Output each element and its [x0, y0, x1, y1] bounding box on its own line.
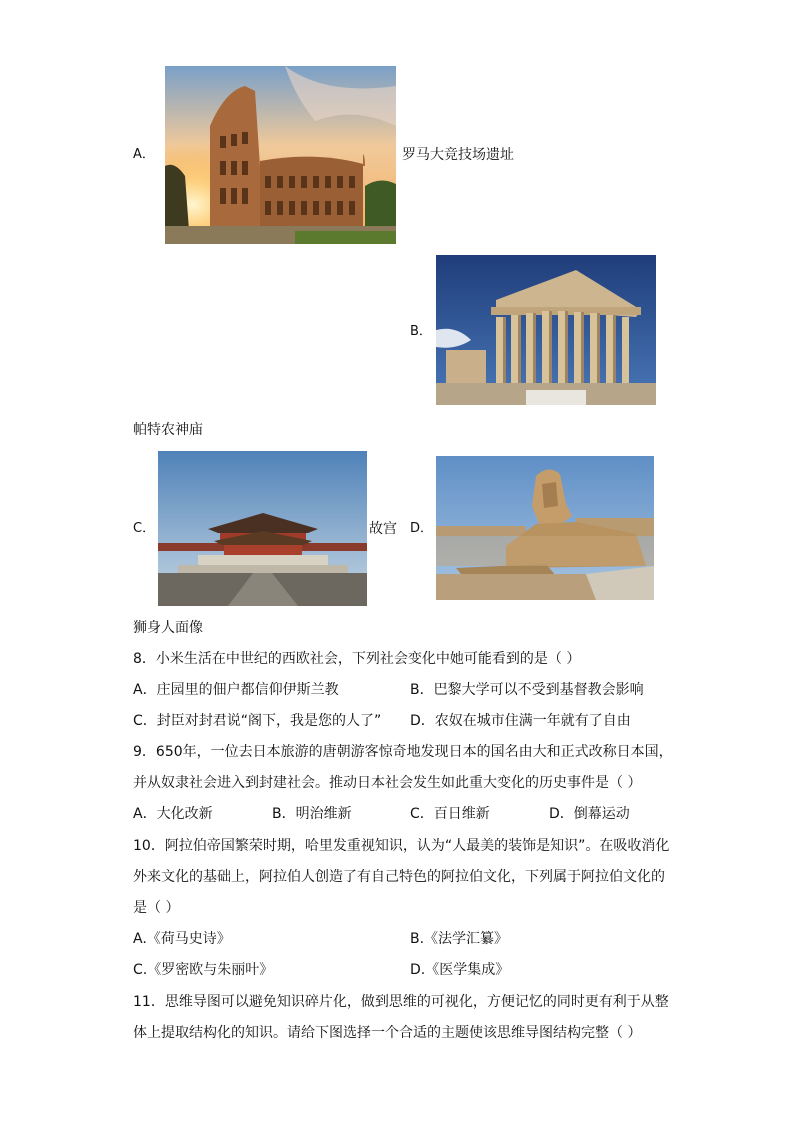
- question-8-option-a: A．庄园里的佃户都信仰伊斯兰教: [133, 682, 339, 698]
- question-11-stem-line1: 11．思维导图可以避免知识碎片化，做到思维的可视化，方便记忆的同时更有利于从整: [133, 994, 669, 1010]
- question-8-option-b: B．巴黎大学可以不受到基督教会影响: [410, 682, 644, 698]
- question-9-option-d: D．倒幕运动: [549, 806, 630, 822]
- question-9-stem-line1: 9．650年，一位去日本旅游的唐朝游客惊奇地发现日本的国名由大和正式改称日本国，: [133, 744, 673, 760]
- question-10-option-a: A.《荷马史诗》: [133, 931, 231, 947]
- question-9-stem-line2: 并从奴隶社会进入到封建社会。推动日本社会发生如此重大变化的历史事件是（ ）: [133, 775, 642, 791]
- question-8-option-d: D．农奴在城市住满一年就有了自由: [410, 713, 631, 729]
- option-b-caption: 帕特农神庙: [133, 422, 203, 438]
- question-11-stem-line2: 体上提取结构化的知识。请给下图选择一个合适的主题使该思维导图结构完整（ ）: [133, 1025, 642, 1041]
- option-a-letter: A．: [133, 147, 155, 162]
- question-8-option-c: C．封臣对封君说“阁下，我是您的人了”: [133, 713, 382, 729]
- parthenon-photo: [436, 255, 656, 405]
- question-10-stem-line1: 10．阿拉伯帝国繁荣时期，哈里发重视知识，认为“人最美的装饰是知识”。在吸收消化: [133, 838, 670, 854]
- question-10-stem-line2: 外来文化的基础上，阿拉伯人创造了有自己特色的阿拉伯文化，下列属于阿拉伯文化的: [133, 869, 665, 885]
- sphinx-photo: [436, 456, 654, 600]
- question-10-option-c: C.《罗密欧与朱丽叶》: [133, 962, 274, 978]
- option-b-letter: B．: [410, 324, 432, 339]
- question-10-option-d: D.《医学集成》: [410, 962, 510, 978]
- option-d-caption: 狮身人面像: [133, 620, 203, 636]
- question-8-stem: 8．小米生活在中世纪的西欧社会，下列社会变化中她可能看到的是（ ）: [133, 651, 581, 667]
- question-10-stem-line3: 是（ ）: [133, 900, 180, 916]
- colosseum-photo: [165, 66, 396, 244]
- option-d-letter: D．: [410, 521, 434, 536]
- option-a-caption: 罗马大竞技场遗址: [402, 147, 514, 163]
- option-c-caption: 故宫: [369, 521, 397, 537]
- question-9-option-b: B．明治维新: [272, 806, 352, 822]
- question-10-option-b: B.《法学汇纂》: [410, 931, 509, 947]
- forbidden-city-photo: [158, 451, 367, 606]
- question-9-option-c: C．百日维新: [410, 806, 490, 822]
- option-c-letter: C．: [133, 521, 156, 536]
- question-9-option-a: A．大化改新: [133, 806, 213, 822]
